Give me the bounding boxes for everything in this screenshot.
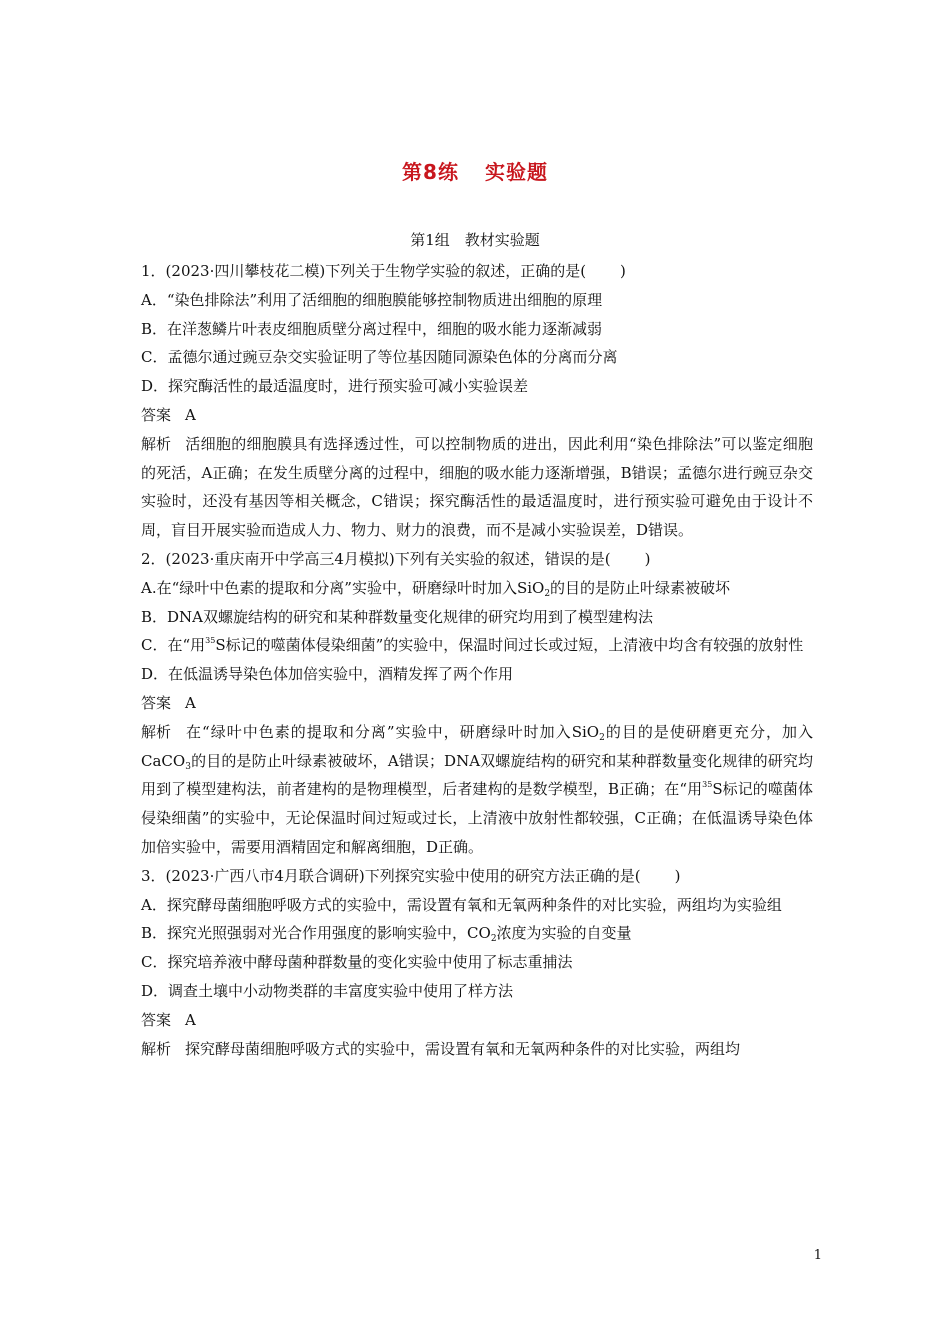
question-2-stem: 2．(2023·重庆南开中学高三4月模拟)下列有关实验的叙述，错误的是( ) [141,549,651,568]
question-2-option-a: A.在“绿叶中色素的提取和分离”实验中，研磨绿叶时加入SiO$_2$的目的是防止叶绿素被破坏 [141,578,731,599]
question-1-option-d: D．探究酶活性的最适温度时，进行预实验可减小实验误差 [141,377,529,396]
title-part1: 第8练 [402,160,459,184]
question-1-option-b: B．在洋葱鳞片叶表皮细胞质壁分离过程中，细胞的吸水能力逐渐减弱 [141,319,603,338]
question-2-answer: 答案 A [141,693,196,712]
question-2-option-c: C．在“用$^{35}$S标记的噬菌体侵染细菌”的实验中，保温时间过长或过短，上清液中均含有较强的放射性 [141,636,804,655]
question-3-answer: 答案 A [141,1010,196,1029]
page-title [0,156,950,185]
question-1-option-c: C．孟德尔通过豌豆杂交实验证明了等位基因随同源染色体的分离而分离 [141,348,618,367]
section-subtitle: 第1组 教材实验题 [410,231,540,249]
question-1-answer: 答案 A [141,405,196,424]
question-3-option-a: A．探究酵母菌细胞呼吸方式的实验中，需设置有氧和无氧两种条件的对比实验，两组均为实验组 [141,895,782,914]
question-3-option-b: B．探究光照强弱对光合作用强度的影响实验中，$CO_2$浓度为实验的自变量 [141,924,632,945]
question-2-option-d: D．在低温诱导染色体加倍实验中，酒精发挥了两个作用 [141,665,514,684]
question-2-analysis: 解析 在“绿叶中色素的提取和分离”实验中，研磨绿叶时加入SiO$_2$的目的是使研磨更充分，加入CaCO$_3$的目的是防止叶绿素被破坏，A错误；DNA双螺旋结构的研究和某种群数量变化规律的研究均用到了模型建构法，前者建构的是物理模型，后者建构的是数学模型，B正确；在“用$^{35}$S标记的噬菌体侵染细菌”的实验中，无论保温时间过短或过长，上清液中放射性都较强，C正确；在低温诱导染色体加倍实验中，需要用酒精固定和解离细胞，D正确。 [141,722,813,856]
question-3-option-d: D．调查土壤中小动物类群的丰富度实验中使用了样方法 [141,981,514,1000]
question-1-stem: 1．(2023·四川攀枝花二模)下列关于生物学实验的叙述，正确的是( ) [141,262,626,280]
title-part2: 实验题 [484,160,548,184]
question-1-analysis: 解析 活细胞的细胞膜具有选择透过性，可以控制物质的进出，因此利用“染色排除法”可以鉴定细胞的死活，A正确；在发生质壁分离的过程中，细胞的吸水能力逐渐增强，B错误；孟德尔进行豌豆杂交实验时，还没有基因等相关概念，C错误；探究酶活性的最适温度时，进行预实验可避免由于设计不周，盲目开展实验而造成人力、物力、财力的浪费，而不是减小实验误差，D错误。 [141,434,813,540]
question-3-stem: 3．(2023·广西八市4月联合调研)下列探究实验中使用的研究方法正确的是( ) [141,866,681,885]
question-1-option-a: A．“染色排除法”利用了活细胞的细胞膜能够控制物质进出细胞的原理 [141,290,603,309]
question-3-option-c: C．探究培养液中酵母菌种群数量的变化实验中使用了标志重捕法 [141,953,573,972]
question-2-option-b: B．DNA双螺旋结构的研究和某种群数量变化规律的研究均用到了模型建构法 [141,607,654,626]
question-3-analysis: 解析 探究酵母菌细胞呼吸方式的实验中，需设置有氧和无氧两种条件的对比实验，两组均 [141,1039,741,1058]
document-body [141,257,813,1063]
page-number: 1 [813,1248,822,1263]
